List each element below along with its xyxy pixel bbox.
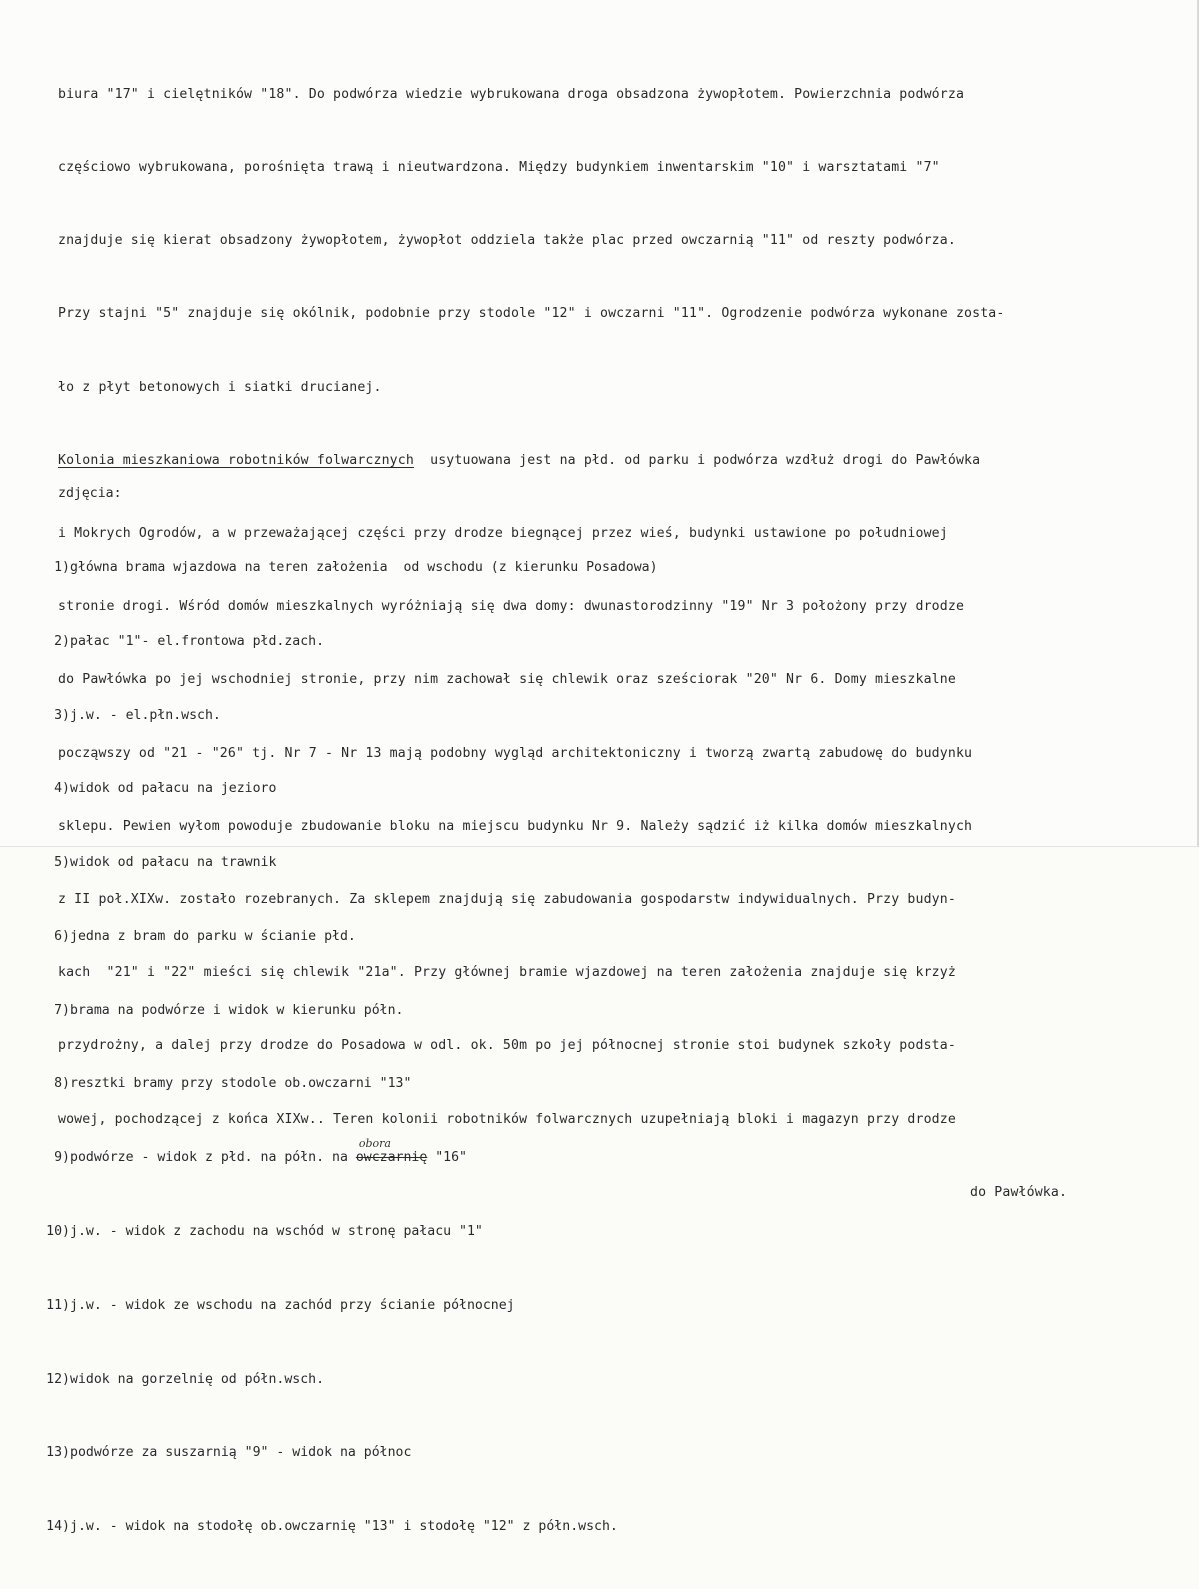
- text-line: i Mokrych Ogrodów, a w przeważającej części przy drodze biegnącej przez wieś, budynki ustawione po południowej: [58, 526, 948, 542]
- text-line: usytuowana jest na płd. od parku i podwórza wzdłuż drogi do Pawłówka: [413, 452, 981, 468]
- text-line: ło z płyt betonowych i siatki drucianej.: [58, 379, 382, 395]
- text-line: Przy stajni "5" znajduje się okólnik, podobnie przy stodole "12" i owczarni "11". Ogrodzenie podwórza wykonane zosta-: [58, 306, 1005, 322]
- text-line: częściowo wybrukowana, porośnięta trawą i nieutwardzona. Między budynkiem inwentarskim "10" i warsztatami "7": [58, 160, 940, 176]
- list-item: 12)widok na gorzelnię od półn.wsch.: [46, 1371, 325, 1387]
- list-item: 10)j.w. - widok z zachodu na wschód w stronę pałacu "1": [46, 1224, 483, 1239]
- text-line: sklepu. Pewien wyłom powoduje zbudowanie bloku na miejscu budynku Nr 9. Należy sądzić iż kilka domów mieszkalnych: [58, 818, 973, 834]
- list-item: 3)j.w. - el.płn.wsch.: [54, 707, 221, 723]
- text-line: z II poł.XIXw. zostało rozebranych. Za sklepem znajdują się zabudowania gospodarstw indywidualnych. Przy budyn-: [58, 892, 956, 908]
- list-item: 11)j.w. - widok ze wschodu na zachód przy ścianie północnej: [46, 1297, 515, 1313]
- list-item: 9)podwórze - widok z płd. na półn. na obora owczarnię "16": [54, 1137, 467, 1166]
- text-line: biura "17" i cielętników "18". Do podwórza wiedzie wybrukowana droga obsadzona żywopłotem. Powierzchnia podwórza: [58, 86, 965, 102]
- text-line: stronie drogi. Wśród domów mieszkalnych wyróżniają się dwa domy: dwunastorodzinny "19" Nr 3 położony przy drodze: [58, 599, 965, 615]
- list-item: 5)widok od pałacu na trawnik: [54, 855, 277, 871]
- photos-list: [40, 433, 658, 1589]
- list-item: 7)brama na podwórze i widok w kierunku półn.: [54, 1002, 404, 1018]
- list-item: 6)jedna z bram do parku w ścianie płd.: [54, 928, 356, 944]
- text-line: począwszy od "21 - "26" tj. Nr 7 - Nr 13 mają podobny wygląd architektoniczny i tworzą zwartą zabudowę do budynku: [58, 745, 973, 761]
- list-item: 14)j.w. - widok na stodołę ob.owczarnię "13" i stodołę "12" z półn.wsch.: [46, 1519, 618, 1535]
- text-line: wowej, pochodzącej z końca XIXw.. Teren kolonii robotników folwarcznych uzupełniają bloki i magazyn przy drodze: [58, 1111, 956, 1127]
- text-line: do Pawłówka po jej wschodniej stronie, przy nim zachował się chlewik oraz sześciorak "20" Nr 6. Domy mieszkalne: [58, 672, 956, 688]
- handwritten-insert: obora: [358, 1137, 391, 1151]
- text-line: kach "21" i "22" mieści się chlewik "21a". Przy głównej bramie wjazdowej na teren założenia znajduje się krzyż: [58, 965, 956, 981]
- struck-text: owczarnię: [355, 1150, 428, 1166]
- correction: [355, 1137, 428, 1166]
- colony-heading: Kolonia mieszkaniowa robotników folwarcznych: [58, 452, 414, 468]
- photos-heading: zdjęcia:: [58, 486, 122, 502]
- list-item: 1)główna brama wjazdowa na teren założenia od wschodu (z kierunku Posadowa): [54, 559, 658, 575]
- list-item: 13)podwórze za suszarnią "9" - widok na północ: [46, 1445, 412, 1461]
- text-line-end: do Pawłówka.: [970, 1184, 1068, 1200]
- text-line: przydrożny, a dalej przy drodze do Posadowa w odl. ok. 50m po jej północnej stronie stoi budynek szkoły podsta-: [58, 1038, 956, 1054]
- list-item: 2)pałac "1"- el.frontowa płd.zach.: [54, 633, 325, 649]
- list-item: 8)resztki bramy przy stodole ob.owczarni "13": [54, 1076, 412, 1092]
- list-item: 4)widok od pałacu na jezioro: [54, 781, 277, 797]
- text-line: znajduje się kierat obsadzony żywopłotem, żywopłot oddziela także plac przed owczarnią "11" od reszty podwórza.: [58, 233, 956, 249]
